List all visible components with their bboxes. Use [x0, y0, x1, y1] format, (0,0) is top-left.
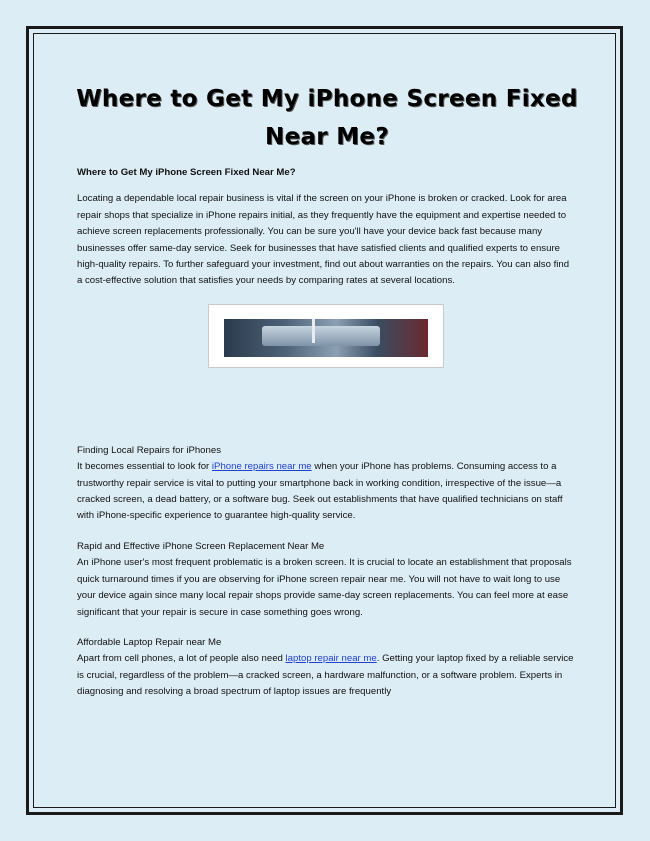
paragraph-text: . Getting your laptop fixed by a reliable service is crucial, regardless of the problem—a cracked screen, a hardware malfunction, or a software problem. Experts in diagnosing and resolving a broad spectrum of laptop issues are frequently — [77, 653, 574, 698]
page-title: Where to Get My iPhone Screen Fixed Near Me? — [76, 86, 578, 150]
section-heading: Affordable Laptop Repair near Me — [77, 636, 222, 648]
paragraph-text: when your iPhone has problems. Consuming access to a trustworthy repair service is vital to putting your smartphone back in working condition, irrespective of the issue—a cracked screen, a dead battery, or a software bug. Seek out establishments that have qualified technicians on staff with iPhone-specific experience to guarantee high-quality service. — [77, 461, 563, 522]
paragraph-text: It becomes essential to look for — [77, 461, 212, 473]
section-screen-replacement — [77, 539, 577, 621]
section-local-repairs — [77, 443, 577, 525]
iphone-repairs-link[interactable]: iPhone repairs near me — [211, 461, 312, 473]
repair-tool-illustration — [312, 319, 315, 343]
section-paragraph — [77, 459, 577, 525]
intro-paragraph: Locating a dependable local repair business is vital if the screen on your iPhone is broken or cracked. Look for area repair shops that specialize in iPhone repairs initial, as they frequently have the equipment and expertise needed to achieve screen replacements professionally. You can be sure you'll have your device back fast because many businesses offer same-day service. Seek for businesses that have satisfied clients and qualified experts to ensure high-quality repairs. To further safeguard your investment, find out about warranties on the repairs. You can also find a cost-effective solution that satisfies your needs by comparing rates at several locations. — [77, 193, 570, 287]
document-body — [77, 80, 577, 701]
section-heading: Rapid and Effective iPhone Screen Replacement Near Me — [77, 540, 325, 552]
section-paragraph: An iPhone user's most frequent problematic is a broken screen. It is crucial to locate an establishment that proposals quick turnaround times if you are observing for iPhone screen repair near me. You will not have to wait long to use your device again since many local repair shops provide same-day screen replacements. You can feel more at ease significant that your repair is secure in case something goes wrong. — [77, 557, 572, 618]
section-laptop-repair — [77, 635, 577, 701]
section-paragraph — [77, 651, 577, 700]
laptop-repair-link[interactable]: laptop repair near me — [285, 653, 377, 665]
phone-illustration — [262, 326, 380, 346]
subtitle: Where to Get My iPhone Screen Fixed Near Me? — [77, 167, 296, 178]
repair-photo — [208, 304, 444, 368]
section-heading: Finding Local Repairs for iPhones — [77, 444, 221, 456]
paragraph-text: Apart from cell phones, a lot of people also need — [77, 653, 286, 665]
iphone-repair-image — [224, 319, 428, 357]
